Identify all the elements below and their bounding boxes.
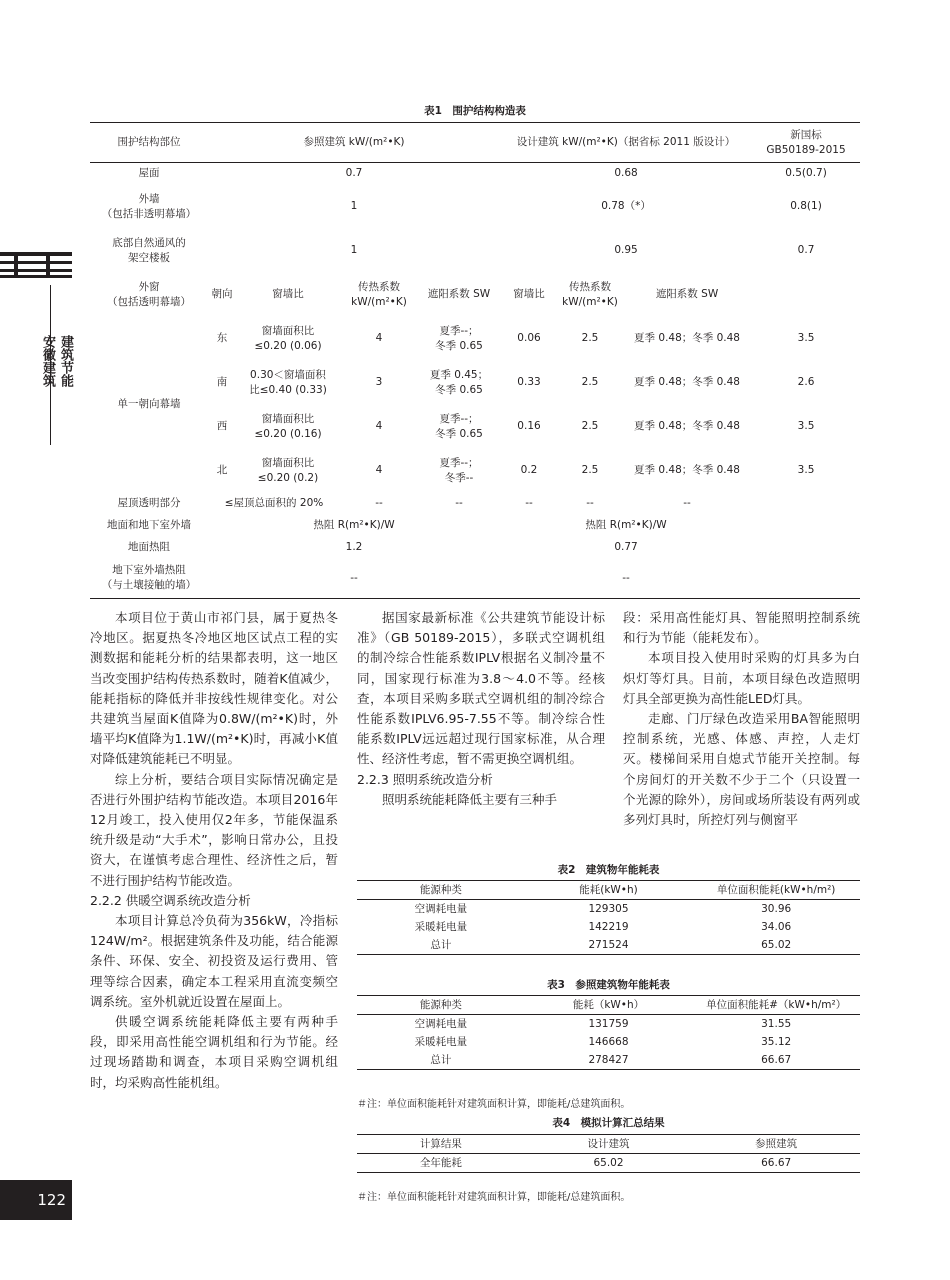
table2-caption: 表2 建筑物年能耗表: [557, 864, 660, 876]
t1-wall-ref: 1: [350, 200, 358, 212]
journal-logo: [0, 252, 72, 278]
t1-ground-design: 热阻 R(m²•K)/W: [585, 519, 667, 531]
t3-cell: 131759: [588, 1018, 629, 1030]
t1-h-new: 新国标 GB50189-2015: [766, 128, 846, 156]
t1-h-ref: 参照建筑 kW/(m²•K): [303, 136, 405, 148]
t1-row-new: 3.5: [797, 420, 815, 432]
t1-roof-design: 0.68: [614, 167, 638, 180]
t2-cell: 空调耗电量: [414, 903, 468, 915]
t3-header: 能耗（kW•h）: [572, 999, 645, 1011]
t1-wh-orient: 朝向: [211, 288, 233, 300]
paragraph: 供暖空调系统能耗降低主要有两种手段，即采用高性能空调机组和行为节能。经过现场踏勘和调查，本项目采购空调机组时，均采购高性能机组。: [90, 1014, 338, 1090]
table4-caption: 表4 模拟计算汇总结果: [552, 1117, 665, 1129]
t1-h-design: 设计建筑 kW/(m²•K)（据省标 2011 版设计）: [516, 136, 736, 148]
side-label-topic: 建筑节能: [58, 335, 73, 387]
paragraph: 走廊、门厅绿色改造采用BA智能照明控制系统，光感、体感、声控，人走灯灭。楼梯间采用自熄式节能开关控制。每个房间灯的开关数不少于二个（只设置一个光源的除外），房间或场所装设有两列或多列灯具时，所控灯列与侧窗平: [623, 711, 860, 828]
t1-skylight-wwr: ≤屋顶总面积的 20%: [224, 497, 324, 509]
t1-ground-ref: 热阻 R(m²•K)/W: [313, 519, 395, 531]
t1-row-dwwr: 0.33: [517, 376, 541, 388]
t1-row-dk: 2.5: [581, 376, 599, 388]
section-heading: 2.2.2 供暖空调系统改造分析: [90, 892, 251, 908]
body-column-2: [357, 608, 605, 810]
t1-row-dir: 北: [216, 464, 228, 476]
t3-cell: 146668: [588, 1036, 629, 1048]
t1-floor-new: 0.7: [797, 244, 815, 256]
t1-row-new: 3.5: [797, 332, 815, 344]
paragraph: 本项目计算总冷负荷为356kW，冷指标124W/m²。根据建筑条件及功能，结合能源条件、环保、安全、初投资及运行费用、管理等综合因素，确定本工程采用直流变频空调系统。室外机就近设置在屋面上。: [90, 913, 338, 1009]
paragraph: 段：采用高性能灯具、智能照明控制系统和行为节能（能耗发布）。: [623, 610, 860, 646]
t1-row-k: 4: [375, 464, 383, 476]
t1-basement-design: --: [622, 571, 630, 584]
t1-row-sc: 夏季 0.45； 冬季 0.65: [429, 368, 489, 396]
t1-wh-wwr: 窗墙比: [272, 288, 304, 300]
t4-cell: 65.02: [593, 1157, 624, 1169]
t1-row-wwr: 窗墙面积比 ≤0.20 (0.06): [254, 324, 322, 352]
t1-row-k: 4: [375, 332, 383, 344]
table4-note: ＃注：单位面积能耗针对建筑面积计算，即能耗/总建筑面积。: [357, 1192, 631, 1203]
t3-header: 单位面积能耗#（kW•h/m²）: [706, 999, 847, 1011]
t1-row-wwr: 0.30＜窗墙面积 比≤0.40 (0.33): [249, 368, 327, 396]
t1-basement-ref: --: [350, 571, 358, 584]
t1-row-dir: 西: [216, 420, 228, 432]
t1-row-wwr: 窗墙面积比 ≤0.20 (0.16): [254, 412, 322, 440]
body-column-1: [90, 608, 338, 1093]
t1-skylight-dk: --: [586, 497, 594, 509]
table3: [357, 995, 860, 1070]
t3-cell: 采暖耗电量: [414, 1036, 468, 1048]
t1-skylight-k: --: [375, 497, 383, 509]
t1-floor-ref: 1: [350, 244, 358, 256]
t1-row-dk: 2.5: [581, 464, 599, 476]
t1-row-dir: 东: [216, 332, 228, 344]
t4-cell: 全年能耗: [419, 1157, 462, 1169]
t1-row-new: 2.6: [797, 376, 815, 388]
t4-header: 计算结果: [419, 1138, 462, 1150]
t1-wall-design: 0.78（*）: [601, 200, 651, 212]
t1-groundr-design: 0.77: [614, 541, 638, 553]
t1-groundr-ref: 1.2: [345, 541, 363, 553]
t1-roof-ref: 0.7: [345, 167, 363, 180]
t1-wh-dwwr: 窗墙比: [513, 288, 545, 300]
table1: [90, 122, 860, 599]
t1-row-dk: 2.5: [581, 420, 599, 432]
t1-row-sc: 夏季--； 冬季 0.65: [435, 412, 483, 440]
paragraph: 综上分析，要结合项目实际情况确定是否进行外围护结构节能改造。本项目2016年12月竣工，投入使用仅2年多，节能保温系统升级是动“大手术”，影响日常办公，且投资大，在谨慎考虑合理性、经济性之后，暂不进行围护结构节能改造。: [90, 771, 338, 888]
t1-row-dsc: 夏季 0.48；冬季 0.48: [634, 376, 740, 388]
t1-skylight-sc: --: [455, 497, 463, 509]
t1-row-new: 3.5: [797, 464, 815, 476]
t1-row-dsc: 夏季 0.48；冬季 0.48: [634, 464, 740, 476]
t2-header: 能源种类: [419, 884, 462, 896]
table3-note: ＃注：单位面积能耗针对建筑面积计算，即能耗/总建筑面积。: [357, 1099, 631, 1110]
section-heading: 2.2.3 照明系统改造分析: [357, 771, 493, 787]
t1-row-k: 4: [375, 420, 383, 432]
t2-cell: 129305: [588, 903, 629, 915]
paragraph: 据国家最新标准《公共建筑节能设计标准》（GB 50189-2015），多联式空调机组的制冷综合性能系数IPLV根据名义制冷量不同，国家现行标准为3.8～4.0不等。经核查，本项目采购多联式空调机组的制冷综合性能系数IPLV6.95-7.55不等。制冷综合性能系数IPLV远远超过现行国家标准，从合理性、经济性考虑，暂不需更换空调机组。: [357, 610, 605, 767]
table2: [357, 880, 860, 955]
t1-basement-label: 地下室外墙热阻 （与土壤接触的墙）: [101, 564, 197, 592]
t2-cell: 65.02: [761, 939, 792, 951]
t1-wall-label: 外墙 （包括非透明幕墙）: [101, 192, 197, 220]
page-number: 122: [0, 1180, 72, 1220]
t1-ground-label: 地面和地下室外墙: [107, 519, 191, 531]
t3-cell: 35.12: [761, 1036, 792, 1048]
table3-caption: 表3 参照建筑物年能耗表: [547, 979, 670, 991]
t2-header: 能耗(kW•h): [579, 884, 638, 896]
t2-header: 单位面积能耗(kW•h/m²): [716, 884, 836, 896]
t1-row-k: 3: [375, 376, 383, 388]
t1-row-dsc: 夏季 0.48；冬季 0.48: [634, 332, 740, 344]
t1-row-dwwr: 0.06: [517, 332, 541, 344]
t1-wall-new: 0.8(1): [790, 200, 822, 212]
t1-row-dir: 南: [216, 376, 228, 388]
t1-groundr-label: 地面热阻: [128, 541, 170, 553]
t1-wh-dk: 传热系数 kW/(m²•K): [562, 280, 618, 308]
t3-cell: 278427: [588, 1054, 629, 1066]
t1-skylight-dsc: --: [683, 497, 691, 509]
side-label-journal: 安徽建筑: [40, 335, 55, 387]
t1-row-sc: 夏季--； 冬季 0.65: [435, 324, 483, 352]
table1-caption: 表1 围护结构构造表: [424, 105, 526, 117]
t4-header: 参照建筑: [755, 1138, 798, 1150]
body-column-3: [623, 608, 860, 830]
t4-cell: 66.67: [761, 1157, 792, 1169]
t1-row-dwwr: 0.16: [517, 420, 541, 432]
t1-single-label: 单一朝向幕墙: [117, 398, 181, 410]
t3-cell: 66.67: [761, 1054, 792, 1066]
t1-floor-design: 0.95: [614, 244, 638, 256]
t1-row-wwr: 窗墙面积比 ≤0.20 (0.2): [257, 456, 319, 484]
t3-cell: 31.55: [761, 1018, 792, 1030]
t1-skylight-label: 屋顶透明部分: [117, 497, 181, 509]
t2-cell: 30.96: [761, 903, 792, 915]
t1-h-part: 围护结构部位: [117, 136, 181, 148]
t2-cell: 34.06: [761, 921, 792, 933]
t1-wh-sc: 遮阳系数 SW: [427, 288, 491, 300]
paragraph: 照明系统能耗降低主要有三种手: [382, 791, 558, 807]
t1-window-label: 外窗 （包括透明幕墙）: [107, 280, 191, 308]
t1-roof-label: 屋面: [138, 167, 160, 180]
t3-cell: 总计: [430, 1054, 452, 1066]
paragraph: 本项目投入使用时采购的灯具多为白炽灯等灯具。目前，本项目绿色改造照明灯具全部更换为高性能LED灯具。: [623, 650, 860, 706]
paragraph: 本项目位于黄山市祁门县，属于夏热冬冷地区。据夏热冬冷地区地区试点工程的实测数据和能耗分析的结果都表明，这一地区当改变围护结构传热系数时，随着K值减少，能耗指标的降低并非按线性规律变化。对公共建筑当屋面K值降为0.8W/(m²•K)时，外墙平均K值降为1.1W/(m²•K)时，再减小K值对降低建筑能耗已不明显。: [90, 610, 338, 767]
t1-row-sc: 夏季--； 冬季--: [439, 456, 479, 484]
t2-cell: 271524: [588, 939, 629, 951]
t2-cell: 采暖耗电量: [414, 921, 468, 933]
t1-row-dsc: 夏季 0.48；冬季 0.48: [634, 420, 740, 432]
t1-skylight-dwwr: --: [525, 497, 533, 509]
t3-cell: 空调耗电量: [414, 1018, 468, 1030]
t1-row-dk: 2.5: [581, 332, 599, 344]
t1-floor-label: 底部自然通风的 架空楼板: [112, 236, 186, 264]
t4-header: 设计建筑: [587, 1138, 630, 1150]
t2-cell: 142219: [588, 921, 629, 933]
t1-wh-dsc: 遮阳系数 SW: [655, 288, 719, 300]
t1-roof-new: 0.5(0.7): [785, 167, 827, 180]
table4: [357, 1134, 860, 1173]
t3-header: 能源种类: [419, 999, 462, 1011]
t1-row-dwwr: 0.2: [520, 464, 538, 476]
t2-cell: 总计: [430, 939, 452, 951]
t1-wh-k: 传热系数 kW/(m²•K): [351, 280, 407, 308]
